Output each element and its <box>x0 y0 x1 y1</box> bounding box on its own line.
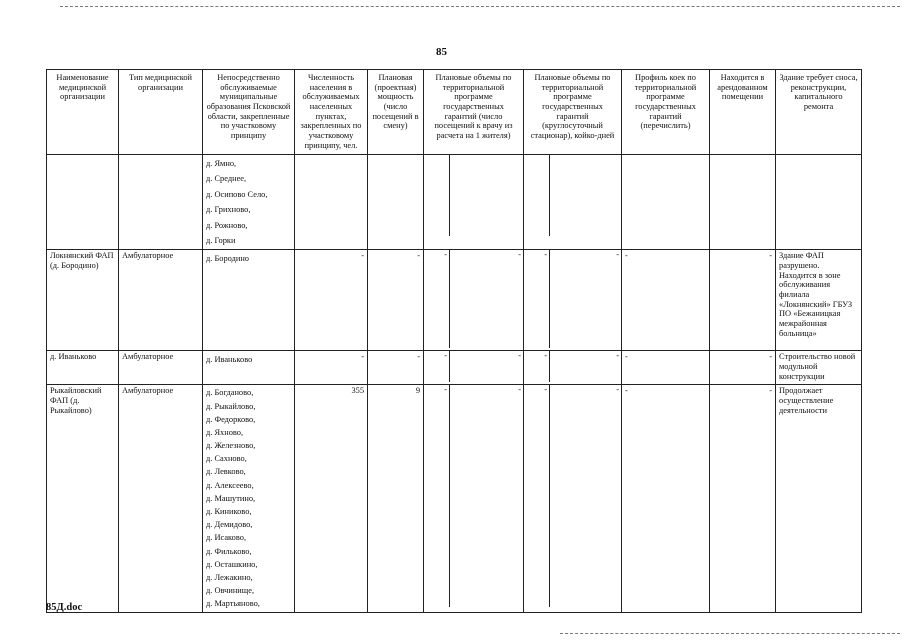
settlement-item: д. Осташкино, <box>206 559 258 569</box>
settlement-item: д. Левково, <box>206 467 246 477</box>
visits-subcell-a: - <box>424 351 450 382</box>
header-org-name: Наименование медицинской организации <box>47 70 119 155</box>
beddays-subcell-a <box>524 155 550 236</box>
visits-cell <box>424 250 524 351</box>
beddays-subcell-b <box>550 155 621 236</box>
settlement-item: д. Машутино, <box>206 493 256 503</box>
visits-subcell-b: - <box>518 385 521 395</box>
beddays-subcell-b: - <box>616 351 619 361</box>
beddays-subcell-a: - <box>524 250 550 348</box>
header-bed-profile: Профиль коек по территориальной программе государственных гарантий (перечислить) <box>622 70 710 155</box>
capacity-cell: - <box>368 351 424 385</box>
beddays-subcell-a: - <box>524 385 550 607</box>
org-name-cell: Локнянский ФАП (д. Бородино) <box>47 250 119 351</box>
beddays-cell <box>524 351 622 385</box>
population-cell: - <box>295 351 368 385</box>
medical-organizations-table <box>46 69 862 613</box>
header-population: Численность населения в обслуживаемых населенных пунктах, закрепленных по участковому принципу, чел. <box>295 70 368 155</box>
table-row <box>47 351 862 385</box>
settlements-cell <box>203 351 295 385</box>
population-cell <box>295 155 368 250</box>
settlement-item: д. Сахново, <box>206 454 247 464</box>
org-name-cell: Рыкайловский ФАП (д. Рыкайлово) <box>47 385 119 612</box>
header-rented-premises: Находится в арендованном помещении <box>710 70 776 155</box>
settlement-item: д. Горки <box>206 235 236 245</box>
visits-subcell-a: - <box>424 385 450 607</box>
visits-subcell-b: - <box>518 250 521 260</box>
table-row <box>47 385 862 612</box>
bed-profile-cell: - <box>622 250 710 351</box>
header-municipalities: Непосредственно обслуживаемые муниципальные образования Псковской области, закрепленные по участковому принципу <box>203 70 295 155</box>
settlements-cell <box>203 155 295 250</box>
header-org-type: Тип медицинской организации <box>119 70 203 155</box>
bed-profile-cell: - <box>622 385 710 612</box>
document-filename: 85Д.doc <box>46 602 83 613</box>
population-cell: - <box>295 250 368 351</box>
header-building-status: Здание требует сноса, реконструкции, капитального ремонта <box>776 70 862 155</box>
settlement-item: д. Ямно, <box>206 159 237 168</box>
visits-subcell-b <box>450 155 523 236</box>
visits-cell <box>424 351 524 385</box>
settlement-item: д. Исаково, <box>206 533 247 543</box>
visits-cell <box>424 155 524 250</box>
settlement-item: д. Иваньково <box>206 355 253 365</box>
settlement-item: д. Осипово Село, <box>206 189 268 199</box>
settlement-item: д. Фильково, <box>206 546 252 556</box>
capacity-cell <box>368 155 424 250</box>
settlement-item: д. Федорково, <box>206 414 256 424</box>
org-name-cell: д. Иваньково <box>47 351 119 385</box>
settlement-item: д. Демидово, <box>206 520 253 530</box>
header-planned-visits: Плановые объемы по территориальной программе государственных гарантий (число посещений к врачу из расчета на 1 жителя) <box>424 70 524 155</box>
settlement-item: д. Яхново, <box>206 427 244 437</box>
header-planned-bed-days: Плановые объемы по территориальной программе государственных гарантий (круглосуточный стационар), койко-дней <box>524 70 622 155</box>
settlements-cell <box>203 385 295 612</box>
settlement-item: д. Алексеево, <box>206 480 254 490</box>
table-header-row <box>47 70 862 155</box>
org-type-cell: Амбулаторное <box>119 385 203 612</box>
settlement-item: д. Рожново, <box>206 220 248 230</box>
beddays-cell <box>524 250 622 351</box>
rented-cell: - <box>710 385 776 612</box>
org-type-cell <box>119 155 203 250</box>
capacity-cell: 9 <box>368 385 424 612</box>
settlement-item: д. Лежакино, <box>206 572 253 582</box>
beddays-subcell-a: - <box>524 351 550 382</box>
org-type-cell: Амбулаторное <box>119 250 203 351</box>
org-type-cell: Амбулаторное <box>119 351 203 385</box>
beddays-cell <box>524 385 622 612</box>
settlement-item: д. Овчинище, <box>206 586 255 596</box>
settlement-item: д. Киниково, <box>206 507 252 517</box>
visits-subcell-b: - <box>518 351 521 361</box>
settlement-item: д. Бородино <box>206 254 249 264</box>
beddays-subcell-b: - <box>616 250 619 260</box>
beddays-subcell-b: - <box>616 385 619 395</box>
scan-edge-top <box>60 6 900 8</box>
settlement-item: д. Железново, <box>206 441 256 451</box>
building-status-cell <box>776 155 862 250</box>
bed-profile-cell <box>622 155 710 250</box>
settlement-item: д. Мартьяново, <box>206 599 260 609</box>
settlements-cell <box>203 250 295 351</box>
beddays-cell <box>524 155 622 250</box>
page-number: 85 <box>436 46 447 58</box>
table-row <box>47 155 862 250</box>
table-row <box>47 250 862 351</box>
building-status-cell: Продолжает осуществление деятельности <box>776 385 862 612</box>
header-capacity: Плановая (проектная) мощность (число посещений в смену) <box>368 70 424 155</box>
rented-cell: - <box>710 250 776 351</box>
settlement-item: д. Богданово, <box>206 388 254 398</box>
rented-cell <box>710 155 776 250</box>
scan-edge-bottom <box>560 633 900 635</box>
settlement-item: д. Рыкайлово, <box>206 401 256 411</box>
building-status-cell: Здание ФАП разрушено. Находится в зоне обслуживания филиала «Локнянский» ГБУЗ ПО «Бежаницкая межрайонная больница» <box>776 250 862 351</box>
capacity-cell: - <box>368 250 424 351</box>
settlement-item: д. Среднее, <box>206 174 247 184</box>
population-cell: 355 <box>295 385 368 612</box>
org-name-cell <box>47 155 119 250</box>
settlement-item: д. Грихново, <box>206 205 251 215</box>
visits-subcell-a: - <box>424 250 450 348</box>
bed-profile-cell: - <box>622 351 710 385</box>
rented-cell: - <box>710 351 776 385</box>
visits-cell <box>424 385 524 612</box>
building-status-cell: Строительство новой модульной конструкции <box>776 351 862 385</box>
visits-subcell-a <box>424 155 450 236</box>
